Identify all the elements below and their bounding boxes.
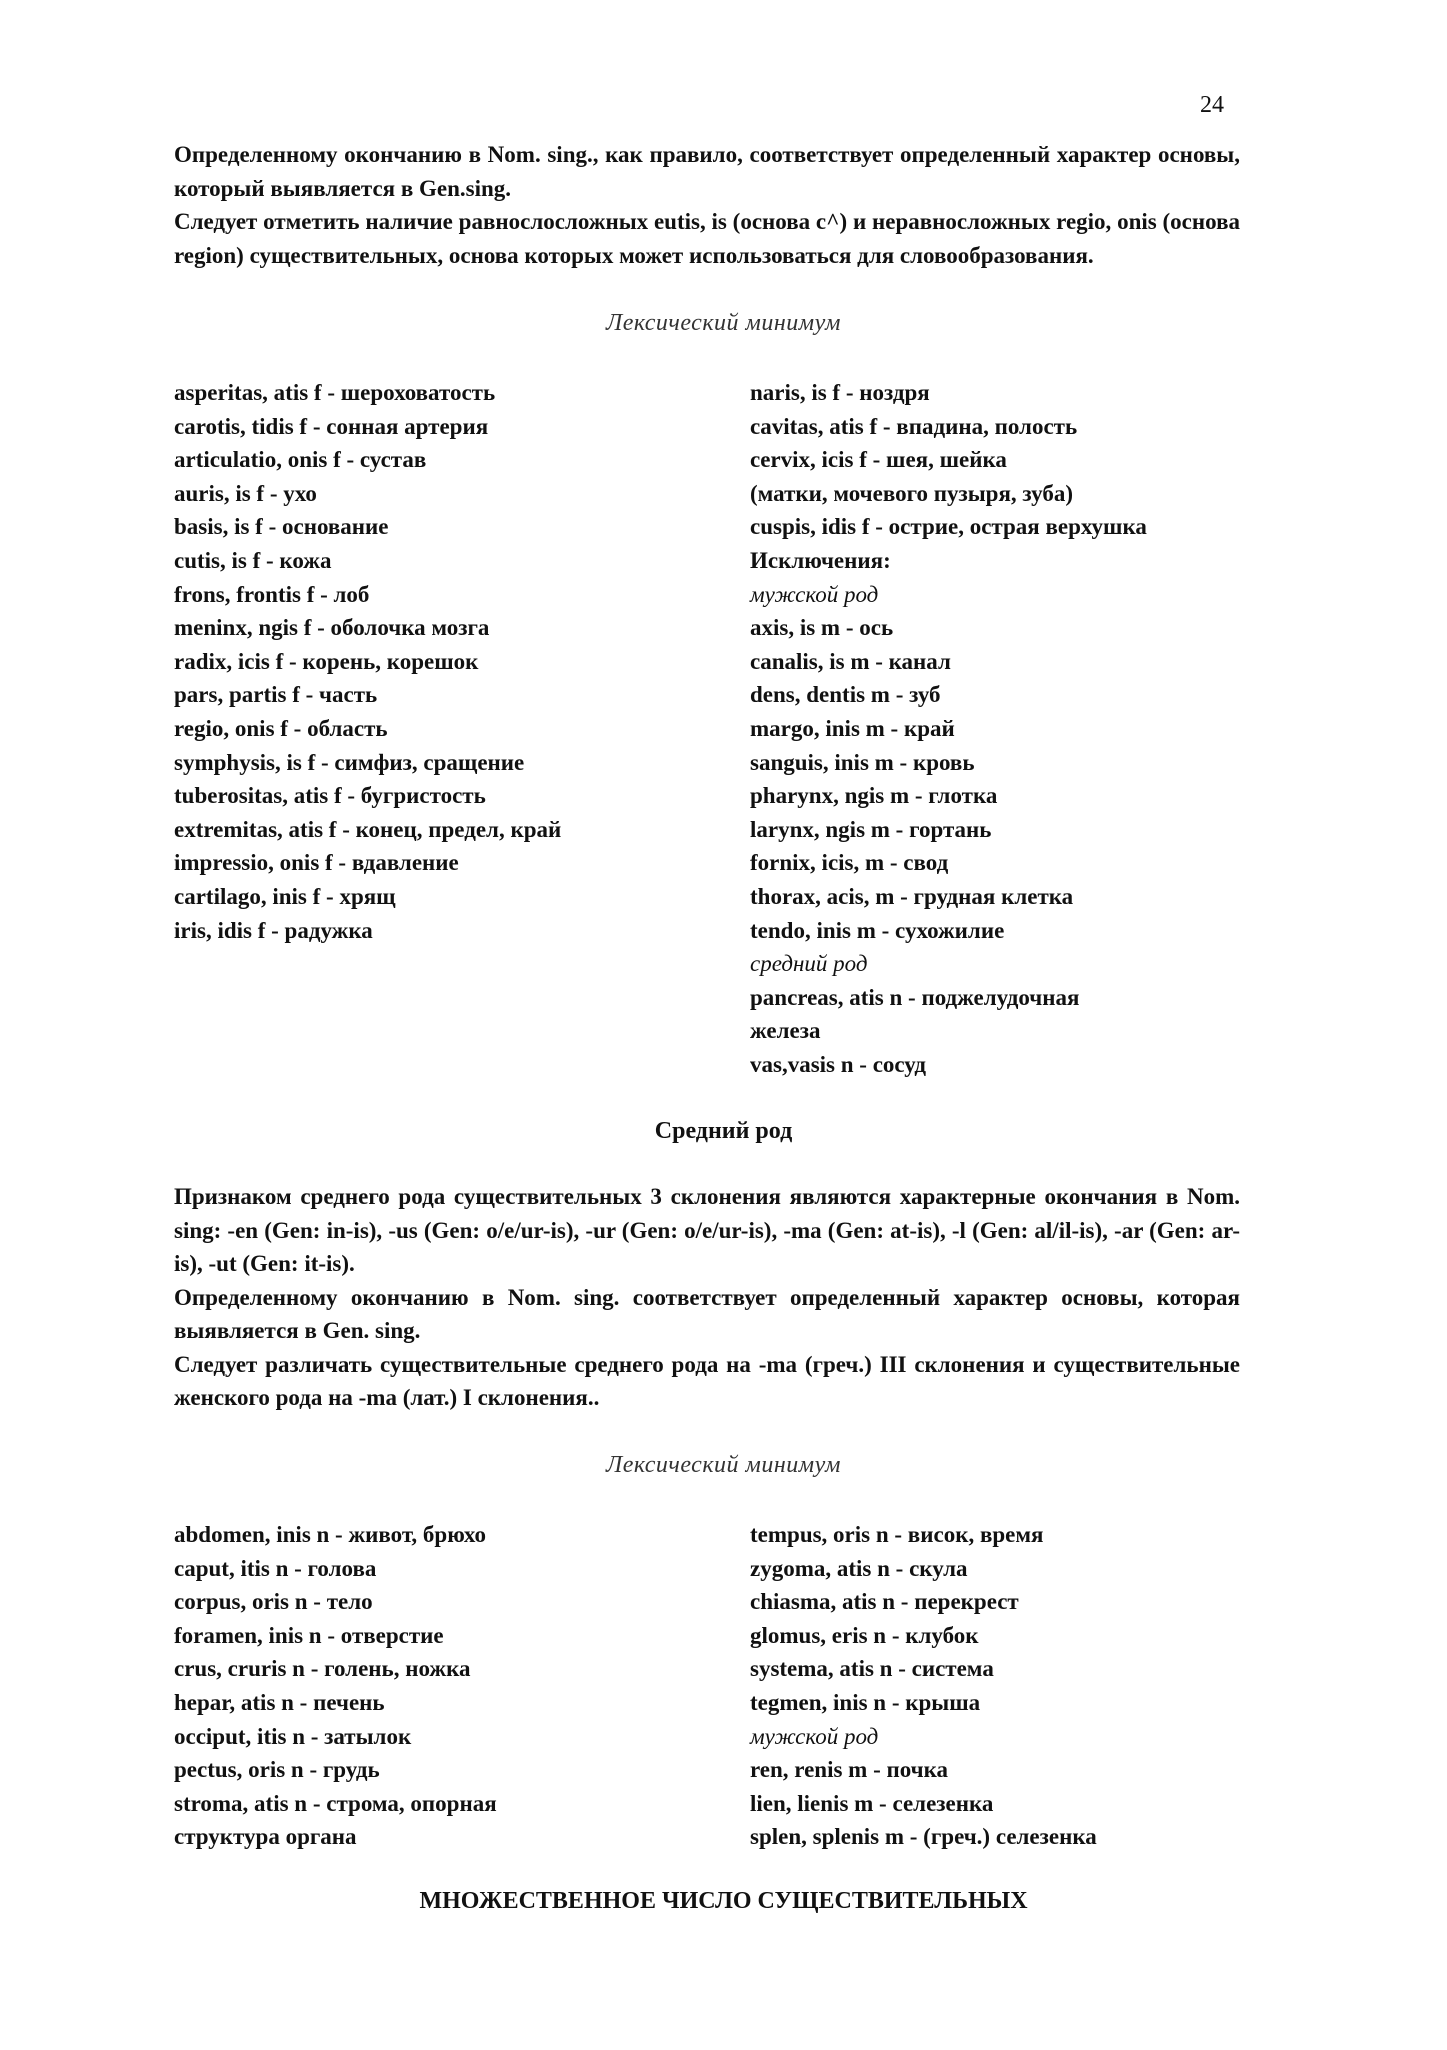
vocab-entry: chiasma, atis n - перекрест (750, 1589, 1019, 1615)
vocab-entry: tuberositas, atis f - бугристость (174, 783, 486, 809)
vocab-entry: basis, is f - основание (174, 514, 389, 540)
vocab-entry: extremitas, atis f - конец, предел, край (174, 816, 562, 842)
vocab-entry: vas,vasis n - сосуд (750, 1051, 926, 1077)
vocab-entry: tendo, inis m - сухожилие (750, 917, 1005, 943)
vocab-entry: Исключения: (750, 547, 891, 573)
vocab-entry: iris, idis f - радужка (174, 917, 373, 943)
neuter-text (174, 1180, 1240, 1415)
vocab-entry: структура органа (174, 1824, 357, 1850)
neuter-paragraph: Следует различать существительные среднего рода на -ma (греч.) III склонения и существительные женского рода на -ma (лат.) I склонения.. (174, 1351, 1240, 1410)
vocab-entry: abdomen, inis n - живот, брюхо (174, 1522, 487, 1547)
vocab-entry: dens, dentis m - зуб (750, 682, 941, 708)
vocab-entry: ren, renis m - почка (750, 1757, 949, 1783)
vocab-list-right (750, 376, 1147, 1081)
vocab-entry: pars, partis f - часть (174, 682, 378, 708)
gender-label: мужской род (750, 581, 879, 607)
section-title-plural: МНОЖЕСТВЕННОЕ ЧИСЛО СУЩЕСТВИТЕЛЬНЫХ (419, 1888, 1028, 1914)
vocab-entry: meninx, ngis f - оболочка мозга (174, 615, 490, 641)
neuter-paragraph: Признаком среднего рода существительных 3 склонения являются характерные окончания в Nom. sing: -en (Gen: in-is), -us (Gen: o/e/ur-is), -ur (Gen: o/e/ur-is), -ma (Gen: at-is), -l (Gen: al/il-is), -ar (Gen: ar-is), -ut (Gen: it-is). (174, 1184, 1240, 1276)
vocab-entry: железа (750, 1018, 821, 1044)
vocab-list-right (750, 1518, 1097, 1854)
vocab-entry: cuspis, idis f - острие, острая верхушка (750, 514, 1147, 540)
vocab-entry: glomus, eris n - клубок (750, 1622, 979, 1648)
neuter-paragraph: Определенному окончанию в Nom. sing. соответствует определенный характер основы, которая выявляется в Gen. sing. (174, 1284, 1240, 1343)
lexical-minimum-heading: Лексический минимум (606, 1452, 841, 1478)
vocab-entry: regio, onis f - область (174, 715, 388, 741)
vocab-entry: (матки, мочевого пузыря, зуба) (750, 480, 1074, 506)
vocab-entry: cartilago, inis f - хрящ (174, 883, 396, 909)
vocab-entry: axis, is m - ось (750, 615, 894, 641)
vocab-entry: impressio, onis f - вдавление (174, 850, 459, 876)
vocab-entry: auris, is f - ухо (174, 480, 317, 506)
vocab-entry: canalis, is m - канал (750, 648, 951, 674)
vocab-entry: radix, icis f - корень, корешок (174, 648, 479, 674)
vocab-entry: occiput, itis n - затылок (174, 1723, 412, 1749)
vocab-entry: sanguis, inis m - кровь (750, 749, 975, 775)
vocab-entry: fornix, icis, m - свод (750, 850, 949, 876)
vocab-entry: asperitas, atis f - шероховатость (174, 380, 496, 405)
vocab-entry: pancreas, atis n - поджелудочная (750, 984, 1080, 1010)
vocab-entry: pectus, oris n - грудь (174, 1757, 380, 1783)
vocab-entry: cavitas, atis f - впадина, полость (750, 413, 1078, 439)
vocab-entry: zygoma, atis n - скула (750, 1555, 968, 1581)
vocab-entry: carotis, tidis f - сонная артерия (174, 413, 489, 439)
vocab-entry: lien, lienis m - селезенка (750, 1790, 994, 1816)
vocab-entry: caput, itis n - голова (174, 1555, 377, 1581)
gender-label: средний род (750, 951, 868, 977)
vocab-list-left (174, 376, 561, 947)
section-title-neuter: Средний род (654, 1118, 793, 1144)
vocab-entry: foramen, inis n - отверстие (174, 1622, 444, 1648)
vocab-entry: tempus, oris n - висок, время (750, 1522, 1044, 1547)
vocab-entry: tegmen, inis n - крыша (750, 1689, 981, 1715)
lexical-minimum-heading: Лексический минимум (606, 310, 841, 336)
vocab-entry: naris, is f - ноздря (750, 380, 930, 405)
vocab-entry: crus, cruris n - голень, ножка (174, 1656, 471, 1682)
vocab-entry: stroma, atis n - строма, опорная (174, 1790, 497, 1816)
vocab-entry: frons, frontis f - лоб (174, 581, 370, 607)
vocab-list-left (174, 1518, 497, 1854)
vocab-entry: hepar, atis n - печень (174, 1689, 385, 1715)
page-number: 24 (1200, 92, 1224, 118)
gender-label: мужской род (750, 1723, 879, 1749)
vocab-entry: symphysis, is f - симфиз, сращение (174, 749, 525, 775)
intro-paragraph: Следует отметить наличие равнослосложных eutis, is (основа c^) и неравносложных regio, onis (основа region) существительных, основа которых может использоваться для словообразования. (174, 209, 1240, 268)
vocab-entry: corpus, oris n - тело (174, 1589, 373, 1615)
vocab-entry: margo, inis m - край (750, 715, 955, 741)
vocab-entry: pharynx, ngis m - глотка (750, 783, 998, 809)
vocab-entry: articulatio, onis f - сустав (174, 447, 427, 473)
vocab-entry: cutis, is f - кожа (174, 547, 332, 573)
vocab-entry: splen, splenis m - (греч.) селезенка (750, 1824, 1097, 1850)
intro-text (174, 138, 1240, 272)
vocab-entry: cervix, icis f - шея, шейка (750, 447, 1007, 473)
vocab-entry: larynx, ngis m - гортань (750, 816, 992, 842)
vocab-entry: thorax, acis, m - грудная клетка (750, 883, 1074, 909)
intro-paragraph: Определенному окончанию в Nom. sing., как правило, соответствует определенный характер основы, который выявляется в Gen.sing. (174, 142, 1240, 201)
vocab-entry: systema, atis n - система (750, 1656, 994, 1682)
